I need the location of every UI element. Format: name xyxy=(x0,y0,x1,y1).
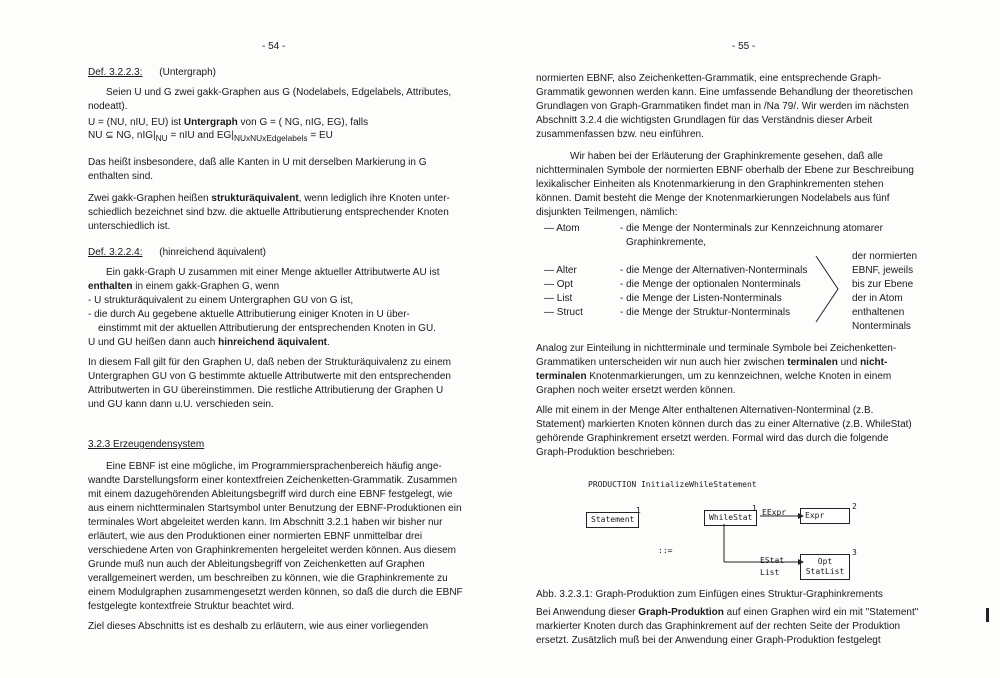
production-title: PRODUCTION InitializeWhileStatement xyxy=(588,480,757,489)
text-line xyxy=(88,192,450,206)
text-line: Alle mit einem in der Menge Alter enthaltenen Alternativen-Nonterminal (z.B. xyxy=(536,405,874,416)
bold-term: enthalten xyxy=(88,281,133,292)
page-number: - 54 - xyxy=(262,41,286,52)
node-number: 1 xyxy=(636,506,641,515)
text-line: Graphen noch weiter ersetzt werden können. xyxy=(536,385,736,396)
text-line: normierten EBNF, also Zeichenketten-Grammatik, eine entsprechende Graph- xyxy=(536,73,882,84)
text-span: Zwei gakk-Graphen heißen xyxy=(88,193,212,204)
statement-node: Statement xyxy=(586,512,639,528)
list-text: - die Menge der Alternativen-Nonterminals xyxy=(620,265,808,276)
text-line: gehörende Graphinkrement ersetzt werden. Formal wird das durch die folgende xyxy=(536,433,889,444)
edge-label: EStat xyxy=(760,556,785,565)
text-span: in einem gakk-Graphen G, wenn xyxy=(132,281,280,292)
bold-term: terminalen xyxy=(536,371,587,382)
text-span: Bei Anwendung dieser xyxy=(536,607,639,618)
text-span: Knotenmarkierungen, um zu kennzeichnen, welche Knoten in einem xyxy=(586,371,892,382)
side-text: der normierten xyxy=(852,251,918,262)
list-label: — Atom xyxy=(544,223,580,234)
text-line: zusammenfassen bzw. neu einführen. xyxy=(536,129,704,140)
bold-term: nicht- xyxy=(860,357,888,368)
text-line: markierter Knoten durch das Graphinkrement auf der rechten Seite der Produktion xyxy=(536,621,901,632)
text-line: verschiedene Arten von Graphinkrementen hergeleitet werden können. Aus diesem xyxy=(88,545,457,556)
list-label: — Opt xyxy=(544,279,573,290)
text-line: unterschiedlich ist. xyxy=(88,221,171,232)
text-line xyxy=(536,606,918,620)
side-text: enthaltenen xyxy=(852,307,905,318)
expr-node: Expr xyxy=(800,508,850,524)
list-text: - die Menge der Struktur-Nonterminals xyxy=(620,307,791,318)
text-line xyxy=(88,116,368,130)
text-line: - U strukturäquivalent zu einem Untergraphen GU von G ist, xyxy=(88,295,354,306)
text-span: und xyxy=(837,357,861,368)
list-label: — Struct xyxy=(544,307,583,318)
definition-heading xyxy=(88,66,216,80)
bold-term: terminalen xyxy=(787,357,838,368)
right-page xyxy=(500,0,1000,678)
text-line: und GU kann dann u.U. verschieden sein. xyxy=(88,399,274,410)
definition-title: (hinreichend äquivalent) xyxy=(159,247,266,258)
list-text: - die Menge der Listen-Nonterminals xyxy=(620,293,782,304)
production-operator: ::= xyxy=(658,546,673,555)
text-line: aus einem nichtterminalen Startsymbol unter Benutzung der EBNF-Produktionen ein xyxy=(88,503,462,514)
margin-mark xyxy=(986,608,989,622)
text-line: festgelegte kontextfreie Struktur beachtet wird. xyxy=(88,601,295,612)
bold-term: Untergraph xyxy=(183,117,238,128)
text-line xyxy=(88,280,279,294)
side-text: EBNF, jeweils xyxy=(852,265,914,276)
text-line: terminales Wort abgeleitet werden kann. Im Abschnitt 3.2.1 haben wir bisher nur xyxy=(88,517,443,528)
text-line: einstimmt mit der aktuellen Attributierung der entsprechenden Knoten in GU. xyxy=(98,323,436,334)
side-text: bis zur Ebene xyxy=(852,279,914,290)
text-line: erläutert, wie aus den Produktionen einer normierten EBNF unmittelbar drei xyxy=(88,531,423,542)
formula-subscript: NU xyxy=(155,133,168,143)
text-line: disjunkten Teilmengen, nämlich: xyxy=(536,207,678,218)
text-line: Graph-Produktion beschrieben: xyxy=(536,447,675,458)
bold-term: Graph-Produktion xyxy=(638,607,724,618)
list-text: - die Menge der optionalen Nonterminals xyxy=(620,279,801,290)
list-text: Graphinkremente, xyxy=(626,237,707,248)
text-span: Grammatiken unterscheiden wir nun auch hier zwischen xyxy=(536,357,788,368)
text-line: Ziel dieses Abschnitts ist es deshalb zu erläutern, wie aus einer vorliegenden xyxy=(88,621,429,632)
text-line: Statement) markierten Knoten können durch das zu einer Alternative (z.B. WhileStat) xyxy=(536,419,912,430)
text-span: . xyxy=(327,337,330,348)
text-span: U und GU heißen dann auch xyxy=(88,337,219,348)
text-line: In diesem Fall gilt für den Graphen U, daß neben der Strukturäquivalenz zu einem xyxy=(88,357,451,368)
text-span: U = (NU, nIU, EU) ist xyxy=(88,117,184,128)
definition-title: (Untergraph) xyxy=(159,67,216,78)
text-span: von G = ( NG, nIG, EG), falls xyxy=(237,117,369,128)
side-text: Nonterminals xyxy=(852,321,911,332)
node-label-bottom: StatList xyxy=(805,567,845,576)
bold-term: hinreichend äquivalent xyxy=(218,337,328,348)
definition-number: Def. 3.2.2.3: xyxy=(88,67,143,78)
text-line: ersetzt. Zusätzlich muß bei der Anwendung einer Graph-Produktion festgelegt xyxy=(536,635,881,646)
formula-part: = nIU and EG| xyxy=(167,130,234,141)
text-line: wandte Darstellungsform einer kontextfreien Zeichenketten-Grammatik. Zusammen xyxy=(88,475,458,486)
text-line: Analog zur Einteilung in nichtterminale und terminale Symbole bei Zeichenketten- xyxy=(536,343,897,354)
whilestat-node: WhileStat xyxy=(704,510,757,526)
section-heading: 3.2.3 Erzeugendensystem xyxy=(88,439,205,450)
text-line: nichtterminalen Symbole der normierten EBNF oberhalb der Ebene zur Beschreibung xyxy=(536,165,914,176)
text-line: Untergraphen GU von G bestimmte aktuelle Attributwerte mit den entsprechenden xyxy=(88,371,451,382)
text-line: Grunde muß nun auch der Ableitungsbegriff von Zeichenketten auf Graphen xyxy=(88,559,425,570)
edge-arrows xyxy=(700,500,810,580)
list-text: - die Menge der Nonterminals zur Kennzeichnung atomarer xyxy=(620,223,883,234)
text-line xyxy=(536,356,887,370)
side-text: der in Atom xyxy=(852,293,903,304)
page-number: - 55 - xyxy=(732,41,756,52)
text-line: Attributwerten in GU übereinstimmen. Die restliche Attributierung der Graphen U xyxy=(88,385,444,396)
text-line: Grundlagen von Graph-Grammatiken findet man in /Na 79/. Wir werden im nächsten xyxy=(536,101,909,112)
text-line: nodeatt). xyxy=(88,101,128,112)
text-line: Das heißt insbesondere, daß alle Kanten in U mit derselben Markierung in G xyxy=(88,157,427,168)
node-label-top: Opt xyxy=(817,557,833,566)
formula-part: = EU xyxy=(307,130,333,141)
formula-subscript: NUxNUxEdgelabels xyxy=(233,133,308,143)
definition-heading xyxy=(88,246,266,260)
text-span: , wenn lediglich ihre Knoten unter- xyxy=(298,193,450,204)
text-line: schiedlich bezeichnet sind bzw. die aktuelle Attributierung entsprechender Knoten xyxy=(88,207,449,218)
node-number: 1 xyxy=(752,504,757,513)
text-line: Wir haben bei der Erläuterung der Graphinkremente gesehen, daß alle xyxy=(570,151,883,162)
list-label: — Alter xyxy=(544,265,577,276)
text-line: Eine EBNF ist eine mögliche, im Programmiersprachenbereich häufig ange- xyxy=(106,461,442,472)
text-line: mit einem dazugehörenden Ableitungsbegriff wird durch eine EBNF festgelegt, wie xyxy=(88,489,453,500)
edge-label: EExpr xyxy=(762,508,787,517)
edge-label: List xyxy=(760,568,780,577)
list-label: — List xyxy=(544,293,573,304)
text-line: Grammatik gewonnen werden kann. Eine umfassende Behandlung der theoretischen xyxy=(536,87,913,98)
bold-term: strukturäquivalent xyxy=(211,193,299,204)
brace-icon xyxy=(812,252,842,326)
formula-part: NU ⊆ NG, nIG| xyxy=(88,130,156,141)
figure-caption: Abb. 3.2.3.1: Graph-Produktion zum Einfügen eines Struktur-Graphinkrements xyxy=(536,589,883,600)
text-line: Seien U und G zwei gakk-Graphen aus G (Nodelabels, Edgelabels, Attributes, xyxy=(106,87,452,98)
text-line: verallgemeinert werden, um beschreiben zu können, wie die Graphinkremente zu xyxy=(88,573,448,584)
formula-line xyxy=(88,129,333,145)
node-number: 2 xyxy=(852,502,857,511)
text-line: - die durch Au gegebene aktuelle Attributierung einiger Knoten in U über- xyxy=(88,309,410,320)
text-line: Abschnitt 3.2.4 die wichtigsten Grundlagen für das Verständnis dieser Arbeit xyxy=(536,115,873,126)
text-line xyxy=(88,336,330,350)
text-line: lexikalischer Einheiten als Knotenmarkierung in den Graphinkrementen stehen xyxy=(536,179,884,190)
definition-number: Def. 3.2.2.4: xyxy=(88,247,143,258)
text-line: können. Damit besteht die Menge der Knotenmarkierungen Nodelabels aus fünf xyxy=(536,193,890,204)
text-line: Ein gakk-Graph U zusammen mit einer Menge aktueller Attributwerte AU ist xyxy=(106,267,440,278)
text-span: auf einen Graphen wird ein mit "Statement" xyxy=(723,607,919,618)
text-line: einem Modulgraphen zusammengesetzt werden können, so daß die durch die EBNF xyxy=(88,587,463,598)
text-line: enthalten sind. xyxy=(88,171,154,182)
node-number: 3 xyxy=(852,548,857,557)
text-line xyxy=(536,370,891,384)
